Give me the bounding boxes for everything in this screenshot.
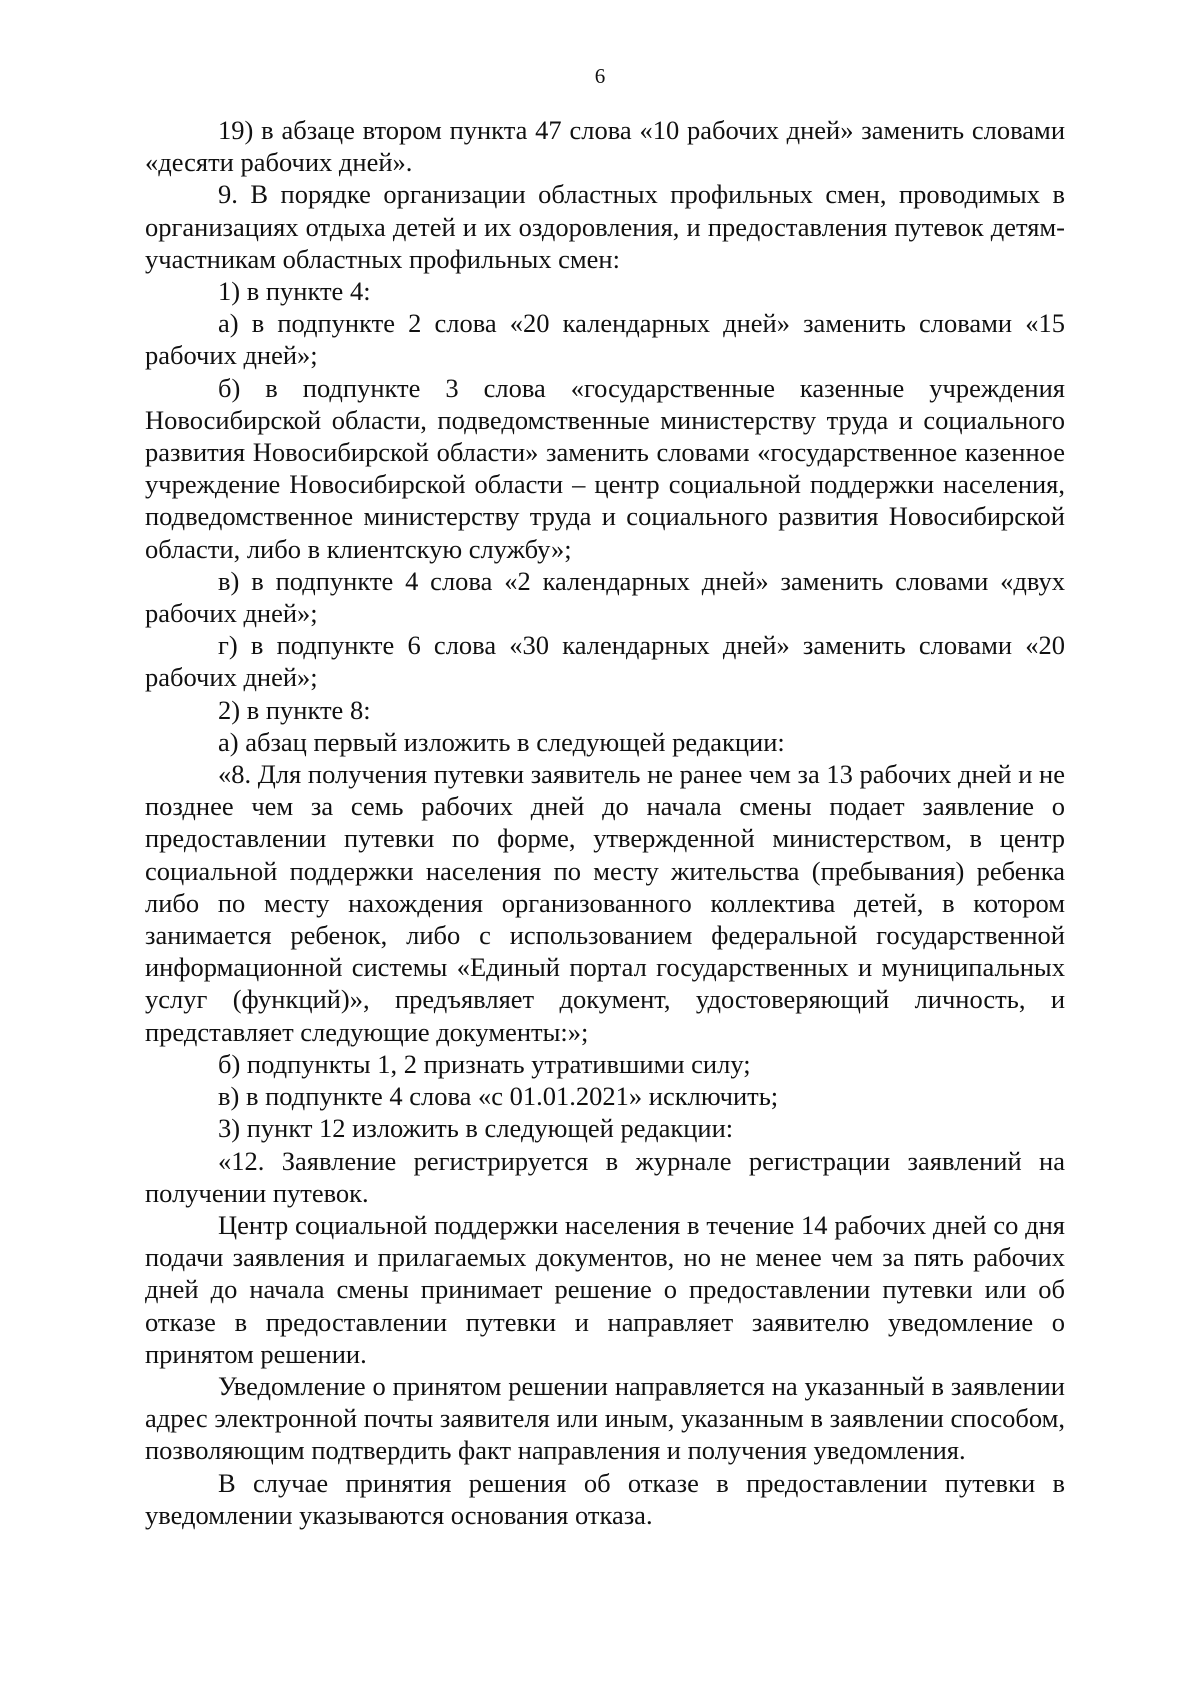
paragraph: 19) в абзаце втором пункта 47 слова «10 рабочих дней» заменить словами «десяти рабочих дней». bbox=[145, 115, 1065, 178]
paragraph: «8. Для получения путевки заявитель не ранее чем за 13 рабочих дней и не позднее чем за семь рабочих дней до начала смены подает заявление о предоставлении путевки по форме, утвержденной министерством, в центр социальной поддержки населения по месту жительства (пребывания) ребенка либо по месту нахождения организованного коллектива детей, в котором занимается ребенок, либо с использованием федеральной государственной информационной системы «Единый портал государственных и муниципальных услуг (функций)», предъявляет документ, удостоверяющий личность, и представляет следующие документы:»; bbox=[145, 759, 1065, 1047]
paragraph: 1) в пункте 4: bbox=[218, 276, 371, 307]
paragraph: Уведомление о принятом решении направляется на указанный в заявлении адрес электронной почты заявителя или иным, указанным в заявлении способом, позволяющим подтвердить факт направления и получения уведомления. bbox=[145, 1370, 1065, 1466]
paragraph: б) подпункты 1, 2 признать утратившими силу; bbox=[218, 1048, 751, 1079]
paragraph: «12. Заявление регистрируется в журнале регистрации заявлений на получении путевок. bbox=[145, 1145, 1065, 1208]
paragraph: а) в подпункте 2 слова «20 календарных дней» заменить словами «15 рабочих дней»; bbox=[145, 308, 1065, 371]
paragraph: б) в подпункте 3 слова «государственные казенные учреждения Новосибирской области, подведомственные министерству труда и социального развития Новосибирской области» заменить словами «государственное казенное учреждение Новосибирской области – центр социальной поддержки населения, подведомственное министерству труда и социального развития Новосибирской области, либо в клиентскую службу»; bbox=[145, 372, 1065, 564]
paragraph: Центр социальной поддержки населения в течение 14 рабочих дней со дня подачи заявления и прилагаемых документов, но не менее чем за пять рабочих дней до начала смены принимает решение о предоставлении путевки или об отказе в предоставлении путевки и направляет заявителю уведомление о принятом решении. bbox=[145, 1209, 1065, 1369]
paragraph: 3) пункт 12 изложить в следующей редакции: bbox=[218, 1113, 734, 1144]
paragraph: в) в подпункте 4 слова «2 календарных дней» заменить словами «двух рабочих дней»; bbox=[145, 565, 1065, 629]
paragraph: В случае принятия решения об отказе в предоставлении путевки в уведомлении указываются основания отказа. bbox=[145, 1467, 1065, 1530]
paragraph: 2) в пункте 8: bbox=[218, 694, 371, 725]
paragraph: а) абзац первый изложить в следующей редакции: bbox=[218, 726, 785, 757]
page-number: 6 bbox=[594, 64, 606, 88]
document-body bbox=[145, 114, 1065, 1531]
paragraph: г) в подпункте 6 слова «30 календарных дней» заменить словами «20 рабочих дней»; bbox=[145, 630, 1065, 693]
paragraph: в) в подпункте 4 слова «с 01.01.2021» исключить; bbox=[218, 1081, 779, 1112]
paragraph: 9. В порядке организации областных профильных смен, проводимых в организациях отдыха детей и их оздоровления, и предоставления путевок детям-участникам областных профильных смен: bbox=[145, 179, 1065, 274]
